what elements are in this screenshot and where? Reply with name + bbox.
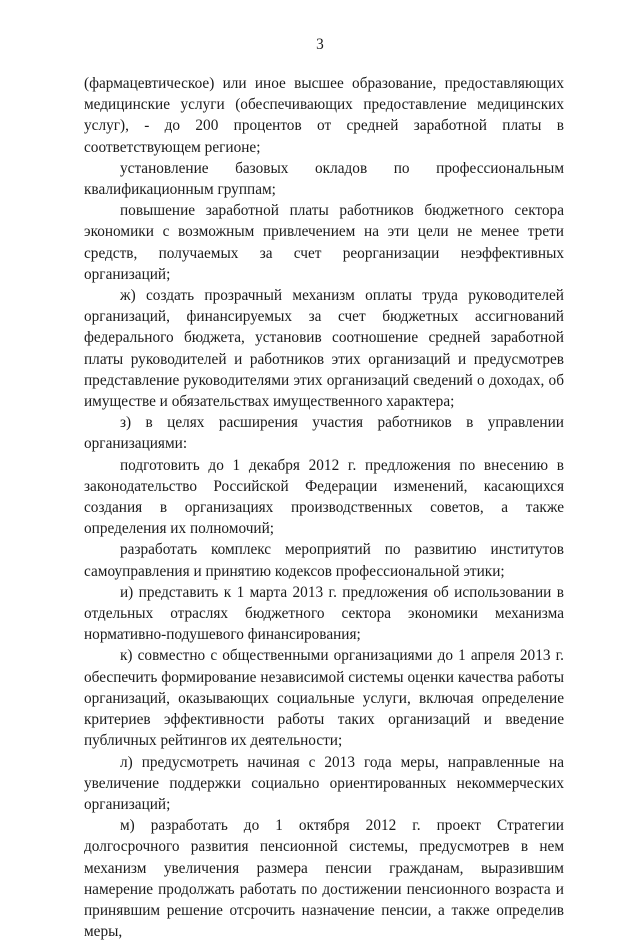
paragraph-item-z: з) в целях расширения участия работников в управлении организациями: [84,414,564,453]
document-body [84,73,564,942]
page-number: 3 [316,36,324,53]
paragraph-ethics-codes: разработать комплекс мероприятий по развитию институтов самоуправления и принятию кодексов профессиональной этики; [84,541,564,580]
paragraph-salary-increase: повышение заработной платы работников бюджетного сектора экономики с возможным привлечением на эти цели не менее трети средств, получаемых за счет реорганизации неэффективных организаций; [84,202,564,283]
paragraph-base-salaries: установление базовых окладов по профессиональным квалификационным группам; [84,159,564,199]
paragraph-item-zh: ж) создать прозрачный механизм оплаты труда руководителей организаций, финансируемых за счет бюджетных ассигнований федерального бюджета, установив соотношение средней заработной платы руководителей и работников этих организаций и предусмотрев представление руководителями этих организаций сведений о доходах, об имуществе и обязательствах имущественного характера; [84,287,564,411]
paragraph-item-k: к) совместно с общественными организациями до 1 апреля 2013 г. обеспечить формирование независимой системы оценки качества работы организаций, оказывающих социальные услуги, включая определение критериев эффективности работы таких организаций и введение публичных рейтингов их деятельности; [84,647,564,750]
paragraph-production-councils: подготовить до 1 декабря 2012 г. предложения по внесению в законодательство Российской Федерации изменений, касающихся создания в организациях производственных советов, а также определения их полномочий; [84,456,564,538]
paragraph-continuation: (фармацевтическое) или иное высшее образование, предоставляющих медицинские услуги (обеспечивающих предоставление медицинских услуг), - до 200 процентов от средней заработной платы в соответствующем регионе; [84,75,564,156]
paragraph-item-m: м) разработать до 1 октября 2012 г. проект Стратегии долгосрочного развития пенсионной системы, предусмотрев в нем механизм увеличения размера пенсии гражданам, выразившим намерение продолжать работать по достижении пенсионного возраста и принявшим решение отсрочить назначение пенсии, а также определив меры, [84,817,564,941]
paragraph-item-i: и) представить к 1 марта 2013 г. предложения об использовании в отдельных отраслях бюджетного сектора экономики механизма нормативно-подушевого финансирования; [84,583,564,644]
paragraph-item-l: л) предусмотреть начиная с 2013 года меры, направленные на увеличение поддержки социально ориентированных некоммерческих организаций; [84,753,564,813]
